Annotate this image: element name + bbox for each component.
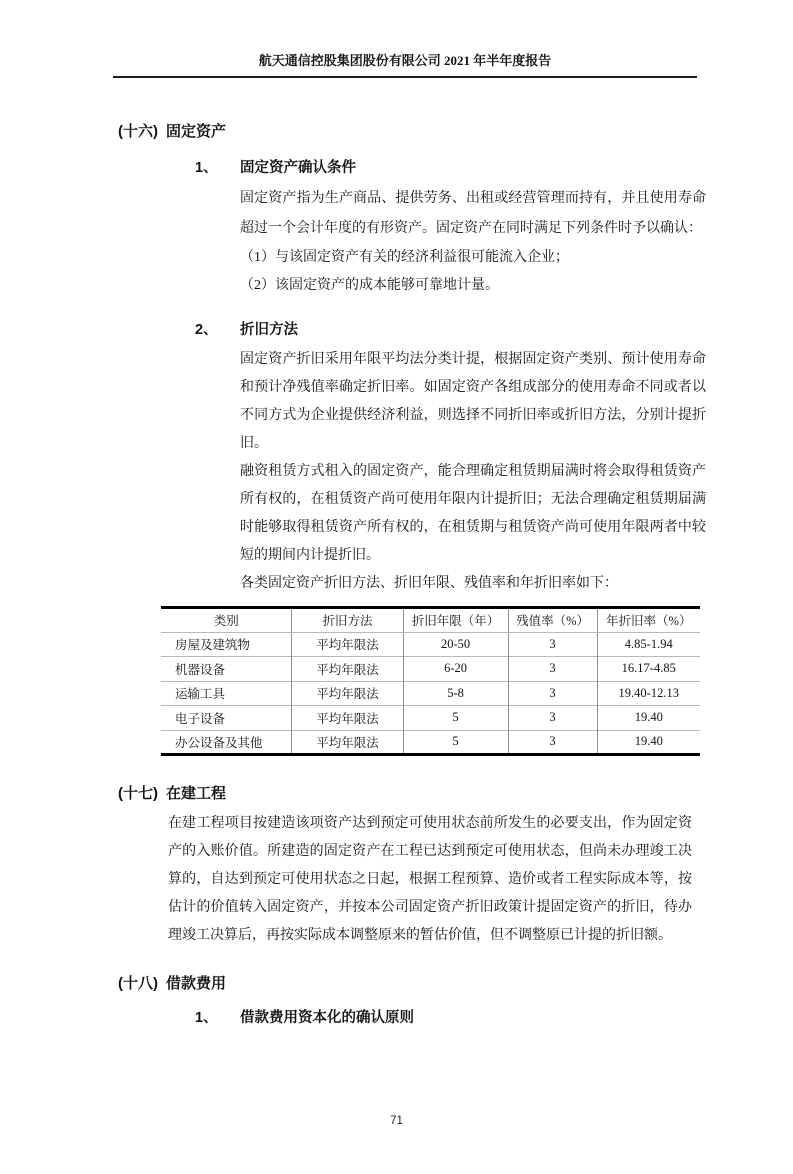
section-16-number: (十六) xyxy=(118,123,158,140)
table-cell: 房屋及建筑物 xyxy=(161,632,292,657)
table-cell: 16.17-4.85 xyxy=(597,657,700,682)
subsection-16-1-number: 1、 xyxy=(195,160,218,176)
table-cell: 3 xyxy=(508,706,597,731)
table-cell: 平均年限法 xyxy=(292,681,403,706)
subsection-16-2-heading xyxy=(195,320,718,340)
fixed-asset-definition-paragraph: 固定资产指为生产商品、提供劳务、出租或经营管理而持有，并且使用寿命超过一个会计年度的有形资产。固定资产在同时满足下列条件时予以确认： xyxy=(240,191,706,236)
table-cell: 4.85-1.94 xyxy=(597,632,700,657)
table-cell: 19.40-12.13 xyxy=(597,681,700,706)
subsection-16-1-title: 固定资产确认条件 xyxy=(240,160,356,176)
table-cell: 5 xyxy=(403,706,508,731)
page-content xyxy=(118,122,718,1028)
table-row xyxy=(161,706,700,731)
table-cell: 办公设备及其他 xyxy=(161,730,292,755)
subsection-18-1-number: 1、 xyxy=(195,1010,218,1026)
depreciation-method-paragraph-2: 融资租赁方式租入的固定资产，能合理确定租赁期届满时将会取得租赁资产所有权的，在租赁资产尚可使用年限内计提折旧；无法合理确定租赁期届满时能够取得租赁资产所有权的，在租赁期与租赁资产尚可使用年限两者中较短的期间内计提折旧。 xyxy=(240,464,706,563)
subsection-16-2-number: 2、 xyxy=(195,322,218,338)
report-title-header xyxy=(113,52,697,78)
table-cell: 平均年限法 xyxy=(292,632,403,657)
table-row xyxy=(161,681,700,706)
col-header-annual-rate: 年折旧率（%） xyxy=(597,608,700,633)
depreciation-method-paragraph-1: 固定资产折旧采用年限平均法分类计提，根据固定资产类别、预计使用寿命和预计净残值率确定折旧率。如固定资产各组成部分的使用寿命不同或者以不同方式为企业提供经济利益，则选择不同折旧率或折旧方法，分别计提折旧。 xyxy=(240,352,706,451)
subsection-16-1-heading xyxy=(195,158,718,178)
subsection-18-1-title: 借款费用资本化的确认原则 xyxy=(240,1010,414,1026)
table-cell: 19.40 xyxy=(597,730,700,755)
table-row xyxy=(161,730,700,755)
section-17-heading xyxy=(118,784,718,804)
col-header-years: 折旧年限（年） xyxy=(403,608,508,633)
table-row xyxy=(161,632,700,657)
table-cell: 3 xyxy=(508,730,597,755)
section-18-title: 借款费用 xyxy=(166,975,227,992)
table-cell: 3 xyxy=(508,681,597,706)
section-16-heading xyxy=(118,122,718,142)
recognition-condition-1: （1）与该固定资产有关的经济利益很可能流入企业； xyxy=(240,250,569,265)
table-cell: 3 xyxy=(508,632,597,657)
col-header-method: 折旧方法 xyxy=(292,608,403,633)
table-cell: 平均年限法 xyxy=(292,657,403,682)
construction-in-progress-paragraph: 在建工程项目按建造该项资产达到预定可使用状态前所发生的必要支出，作为固定资产的入账价值。所建造的固定资产在工程已达到预定可使用状态，但尚未办理竣工决算的，自达到预定可使用状态之日起，根据工程预算、造价或者工程实际成本等，按估计的价值转入固定资产，并按本公司固定资产折旧政策计提固定资产的折旧，待办理竣工决算后，再按实际成本调整原来的暂估价值，但不调整原已计提的折旧额。 xyxy=(168,816,692,943)
table-cell: 5-8 xyxy=(403,681,508,706)
section-18-heading xyxy=(118,974,718,994)
table-cell: 3 xyxy=(508,657,597,682)
table-cell: 6-20 xyxy=(403,657,508,682)
recognition-condition-2: （2）该固定资产的成本能够可靠地计量。 xyxy=(240,278,499,293)
report-title: 航天通信控股集团股份有限公司 2021 年半年度报告 xyxy=(258,53,552,68)
table-header-row xyxy=(161,608,700,633)
section-17-title: 在建工程 xyxy=(166,785,227,802)
section-17-number: (十七) xyxy=(118,785,158,802)
col-header-residual-rate: 残值率（%） xyxy=(508,608,597,633)
table-cell: 电子设备 xyxy=(161,706,292,731)
page-number: 71 xyxy=(390,1115,403,1127)
depreciation-table xyxy=(161,606,700,756)
subsection-18-1-heading xyxy=(195,1008,718,1028)
table-row xyxy=(161,657,700,682)
subsection-16-2-title: 折旧方法 xyxy=(240,322,298,338)
table-cell: 运输工具 xyxy=(161,681,292,706)
table-cell: 平均年限法 xyxy=(292,730,403,755)
table-cell: 19.40 xyxy=(597,706,700,731)
table-cell: 平均年限法 xyxy=(292,706,403,731)
col-header-category: 类别 xyxy=(161,608,292,633)
section-18-number: (十八) xyxy=(118,975,158,992)
depreciation-method-paragraph-3: 各类固定资产折旧方法、折旧年限、残值率和年折旧率如下： xyxy=(240,576,618,591)
table-cell: 5 xyxy=(403,730,508,755)
table-cell: 机器设备 xyxy=(161,657,292,682)
section-16-title: 固定资产 xyxy=(166,123,227,140)
table-cell: 20-50 xyxy=(403,632,508,657)
